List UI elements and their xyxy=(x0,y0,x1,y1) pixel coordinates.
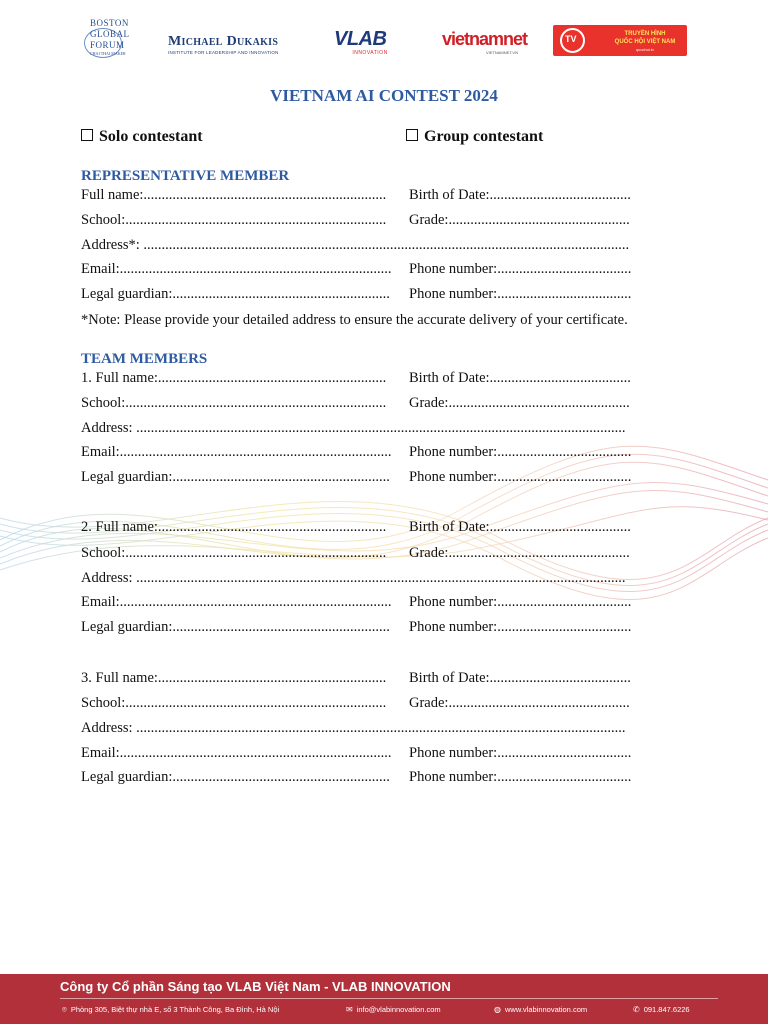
vietnamnet-subtitle: VIETNAMNET.VN xyxy=(485,50,518,55)
footer-address-text: Phòng 305, Biệt thự nhà E, số 3 Thành Công, Ba Đình, Hà Nội xyxy=(70,1005,280,1014)
vlab-subtitle: INNOVATION xyxy=(352,50,388,56)
rep-row-address xyxy=(81,237,629,254)
member2-row-school xyxy=(81,545,630,562)
quochoi-line2: QUỐC HỘI VIỆT NAM xyxy=(614,39,676,45)
member1-grade-field[interactable]: Grade:.................................................. xyxy=(409,395,630,411)
quochoi-emblem-icon xyxy=(560,28,585,53)
vlab-logo xyxy=(334,28,406,56)
vietnamnet-logo xyxy=(442,28,528,55)
rep-guardian-phone-field[interactable]: Phone number:..................................... xyxy=(409,286,632,302)
member3-row-guardian xyxy=(81,769,632,786)
member2-full-name-field[interactable]: 2. Full name:............................................................... xyxy=(81,519,387,535)
rep-row-school xyxy=(81,212,630,229)
vietnamnet-wordmark: vietnamnet xyxy=(442,29,528,49)
team-members-heading: TEAM MEMBERS xyxy=(81,351,208,367)
mail-icon: ✉ xyxy=(346,1005,353,1014)
member3-email-field[interactable]: Email:........................................................................... xyxy=(81,745,392,761)
rep-row-name xyxy=(81,187,631,204)
footer-phone xyxy=(633,1005,690,1014)
bgf-line3: FORUM xyxy=(90,40,125,50)
footer-divider xyxy=(60,998,718,999)
member3-address-field[interactable]: Address: ....................................................................................................................................... xyxy=(81,720,626,736)
member3-school-field[interactable]: School:........................................................................ xyxy=(81,695,387,711)
quochoi-line3: quochoi.tv xyxy=(635,47,655,52)
footer-bar xyxy=(0,974,768,1024)
page-title: VIETNAM AI CONTEST 2024 xyxy=(270,86,498,105)
footer-address xyxy=(62,1005,279,1015)
member2-email-field[interactable]: Email:........................................................................... xyxy=(81,594,392,610)
bgf-tagline: CHAI THAI MAKER xyxy=(90,51,126,56)
member3-row-school xyxy=(81,695,630,712)
member2-school-field[interactable]: School:........................................................................ xyxy=(81,545,387,561)
footer-company: Công ty Cổ phần Sáng tạo VLAB Việt Nam - VLAB INNOVATION xyxy=(60,979,451,994)
address-note: *Note: Please provide your detailed address to ensure the accurate delivery of your certificate. xyxy=(81,312,628,328)
member1-guardian-phone-field[interactable]: Phone number:..................................... xyxy=(409,469,632,485)
rep-phone-field[interactable]: Phone number:..................................... xyxy=(409,261,632,277)
footer-email[interactable] xyxy=(346,1005,441,1014)
member1-row-school xyxy=(81,395,630,412)
footer-website[interactable] xyxy=(494,1005,587,1014)
solo-label: Solo contestant xyxy=(99,128,203,145)
member3-grade-field[interactable]: Grade:.................................................. xyxy=(409,695,630,711)
member1-row-email xyxy=(81,444,632,461)
member1-birth-date-field[interactable]: Birth of Date:....................................... xyxy=(409,370,631,386)
member2-grade-field[interactable]: Grade:.................................................. xyxy=(409,545,630,561)
rep-row-guardian xyxy=(81,286,632,303)
quochoi-mark: TV xyxy=(565,34,577,44)
rep-birth-date-field[interactable]: Birth of Date:....................................... xyxy=(409,187,631,203)
member2-guardian-phone-field[interactable]: Phone number:..................................... xyxy=(409,619,632,635)
location-icon: ⌾ xyxy=(62,1005,67,1014)
member1-school-field[interactable]: School:........................................................................ xyxy=(81,395,387,411)
bgf-line2: GLOBAL xyxy=(90,29,130,39)
boston-global-forum-logo xyxy=(82,18,142,62)
member3-row-name xyxy=(81,670,631,687)
quochoi-line1: TRUYỀN HÌNH xyxy=(624,31,666,37)
member2-guardian-field[interactable]: Legal guardian:............................................................ xyxy=(81,619,390,635)
rep-guardian-field[interactable]: Legal guardian:............................................................ xyxy=(81,286,390,302)
member3-full-name-field[interactable]: 3. Full name:............................................................... xyxy=(81,670,387,686)
rep-school-field[interactable]: School:........................................................................ xyxy=(81,212,387,228)
footer-phone-text: 091.847.6226 xyxy=(643,1005,690,1014)
rep-grade-field[interactable]: Grade:.................................................. xyxy=(409,212,630,228)
representative-heading: REPRESENTATIVE MEMBER xyxy=(81,168,290,184)
rep-address-field[interactable]: Address*: ...................................................................................................................................... xyxy=(81,237,630,253)
member2-phone-field[interactable]: Phone number:..................................... xyxy=(409,594,632,610)
footer-email-text[interactable]: info@vlabinnovation.com xyxy=(356,1005,441,1014)
member1-full-name-field[interactable]: 1. Full name:............................................................... xyxy=(81,370,387,386)
member2-address-field[interactable]: Address: ....................................................................................................................................... xyxy=(81,570,626,586)
member1-row-guardian xyxy=(81,469,632,486)
rep-email-field[interactable]: Email:........................................................................... xyxy=(81,261,392,277)
dukakis-name: Michael Dukakis xyxy=(168,34,279,49)
member2-row-name xyxy=(81,519,631,536)
solo-contestant-option[interactable] xyxy=(81,128,203,146)
group-label: Group contestant xyxy=(424,128,544,145)
quochoi-tv-logo xyxy=(553,25,687,56)
member2-row-guardian xyxy=(81,619,632,636)
member3-phone-field[interactable]: Phone number:..................................... xyxy=(409,745,632,761)
member3-row-address xyxy=(81,720,626,737)
member1-row-name xyxy=(81,370,631,387)
rep-full-name-field[interactable]: Full name:................................................................... xyxy=(81,187,387,203)
group-checkbox[interactable] xyxy=(406,129,418,141)
rep-row-email xyxy=(81,261,632,278)
member2-birth-date-field[interactable]: Birth of Date:....................................... xyxy=(409,519,631,535)
partner-logos xyxy=(0,16,768,66)
michael-dukakis-logo xyxy=(168,34,308,56)
member3-guardian-phone-field[interactable]: Phone number:..................................... xyxy=(409,769,632,785)
member3-guardian-field[interactable]: Legal guardian:............................................................ xyxy=(81,769,390,785)
solo-checkbox[interactable] xyxy=(81,129,93,141)
group-contestant-option[interactable] xyxy=(406,128,543,146)
phone-icon: ✆ xyxy=(633,1005,640,1014)
member1-email-field[interactable]: Email:........................................................................... xyxy=(81,444,392,460)
member3-row-email xyxy=(81,745,632,762)
member1-row-address xyxy=(81,420,626,437)
member1-phone-field[interactable]: Phone number:..................................... xyxy=(409,444,632,460)
footer-website-text[interactable]: www.vlabinnovation.com xyxy=(504,1005,588,1014)
member2-row-address xyxy=(81,570,626,587)
member1-guardian-field[interactable]: Legal guardian:............................................................ xyxy=(81,469,390,485)
globe-icon: ◍ xyxy=(494,1005,501,1014)
bgf-line1: BOSTON xyxy=(90,18,129,28)
member1-address-field[interactable]: Address: ....................................................................................................................................... xyxy=(81,420,626,436)
member2-row-email xyxy=(81,594,632,611)
dukakis-institute: INSTITUTE FOR LEADERSHIP AND INNOVATION xyxy=(168,50,279,55)
member3-birth-date-field[interactable]: Birth of Date:....................................... xyxy=(409,670,631,686)
vlab-wordmark: VLAB xyxy=(334,28,387,50)
